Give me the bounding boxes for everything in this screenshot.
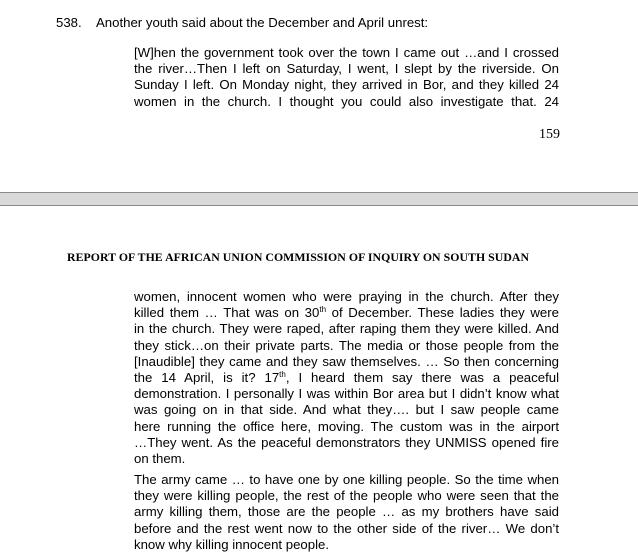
- quote-line: in the church. They were raped, after raping them they were killed. And: [134, 321, 559, 337]
- quote-fragment: the 14 April, is it? 17: [134, 370, 280, 386]
- ordinal-superscript: th: [319, 305, 327, 315]
- page-break-divider: [0, 192, 638, 206]
- testimony-quote-continued: [134, 289, 559, 467]
- quote-line: Sunday I left. On Monday night, they arrived in Bor, and they killed 24: [134, 77, 559, 93]
- quote-line: here running the office here, moving. The custom was in the airport: [134, 418, 559, 434]
- quote-line: was going on in that side. And what they…. but I saw people came: [134, 402, 559, 418]
- quote-line: army killing them, those are the people … as my brothers have said: [134, 504, 559, 520]
- document-page-159: [0, 0, 638, 192]
- quote-fragment: killed them … That was on 30: [134, 305, 320, 321]
- quote-line: know why killing innocent people.: [134, 536, 329, 552]
- quote-line: women, innocent women who were praying in the church. After they: [134, 289, 559, 304]
- running-header: REPORT OF THE AFRICAN UNION COMMISSION OF INQUIRY ON SOUTH SUDAN: [67, 250, 530, 264]
- quote-line: they stick…on their private parts. The media or those people from the: [134, 337, 559, 353]
- document-page-160: [0, 206, 638, 558]
- ordinal-superscript: th: [279, 370, 286, 380]
- quote-line: [Inaudible] they came and they saw themselves. … So then concerning: [134, 353, 559, 369]
- quote-line: The army came … to have one by one killing people. So the time when: [134, 472, 559, 487]
- quote-line: [134, 305, 559, 321]
- quote-fragment: , I heard them say there was a peaceful: [285, 370, 559, 386]
- quote-line: the river…Then I left on Saturday, I went, I slept by the riverside. On: [134, 61, 559, 77]
- paragraph-lead-text: Another youth said about the December and April unrest:: [96, 15, 429, 30]
- quote-line: on them.: [134, 451, 186, 467]
- quote-line: before and the rest went now to the other side of the river… We don’t: [134, 520, 559, 536]
- quote-line: they were killing people, the rest of the people who were seen that the: [134, 488, 559, 504]
- testimony-quote-start: [134, 45, 559, 110]
- paragraph-number: 538.: [56, 15, 82, 30]
- quote-line: women in the church. I thought you could also investigate that. 24: [134, 93, 559, 109]
- quote-line: demonstration. I personally I was within Bor area but I didn’t know what: [134, 386, 559, 402]
- quote-line: [134, 370, 559, 386]
- quote-line: …They went. As the peaceful demonstrators they UNMISS opened fire: [134, 434, 559, 450]
- testimony-quote-army: [134, 472, 559, 553]
- quote-line: [W]hen the government took over the town I came out …and I crossed: [134, 45, 559, 60]
- page-number: 159: [539, 127, 560, 142]
- quote-fragment: of December. These ladies they were: [326, 305, 559, 321]
